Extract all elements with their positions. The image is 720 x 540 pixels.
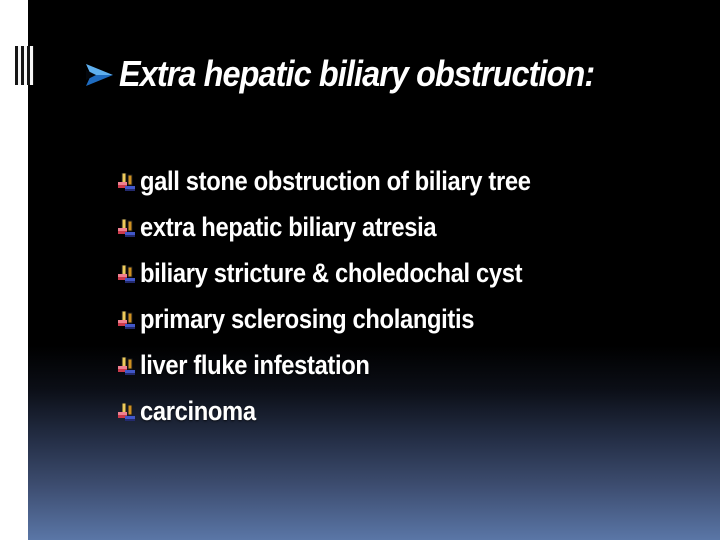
list-item [118,342,584,388]
left-margin [0,0,28,540]
arrowhead-bullet-icon [86,62,114,88]
list-item-text: liver fluke infestation [140,349,370,380]
slide-title: Extra hepatic biliary obstruction: [119,53,595,94]
list-item-text: carcinoma [140,395,256,426]
list-item [118,204,584,250]
slide-title-row [86,50,647,98]
blocks-bullet-icon [118,357,136,375]
list-item [118,158,584,204]
list-item-text: extra hepatic biliary atresia [140,211,437,242]
blocks-bullet-icon [118,173,136,191]
bullet-list [118,158,584,434]
blocks-bullet-icon [118,265,136,283]
list-item [118,388,584,434]
margin-bar-slate [19,366,25,378]
list-item-text: gall stone obstruction of biliary tree [140,165,531,196]
stripe-marker-icon [15,46,34,85]
margin-bar-magenta [19,400,25,530]
blocks-bullet-icon [118,403,136,421]
slide-surface [28,0,720,540]
list-item-text: primary sclerosing cholangitis [140,303,475,334]
list-item [118,296,584,342]
list-item [118,250,584,296]
blocks-bullet-icon [118,219,136,237]
margin-bar-pink [19,356,25,364]
margin-bar-yellow [19,380,25,398]
blocks-bullet-icon [118,311,136,329]
list-item-text: biliary stricture & choledochal cyst [140,257,523,288]
